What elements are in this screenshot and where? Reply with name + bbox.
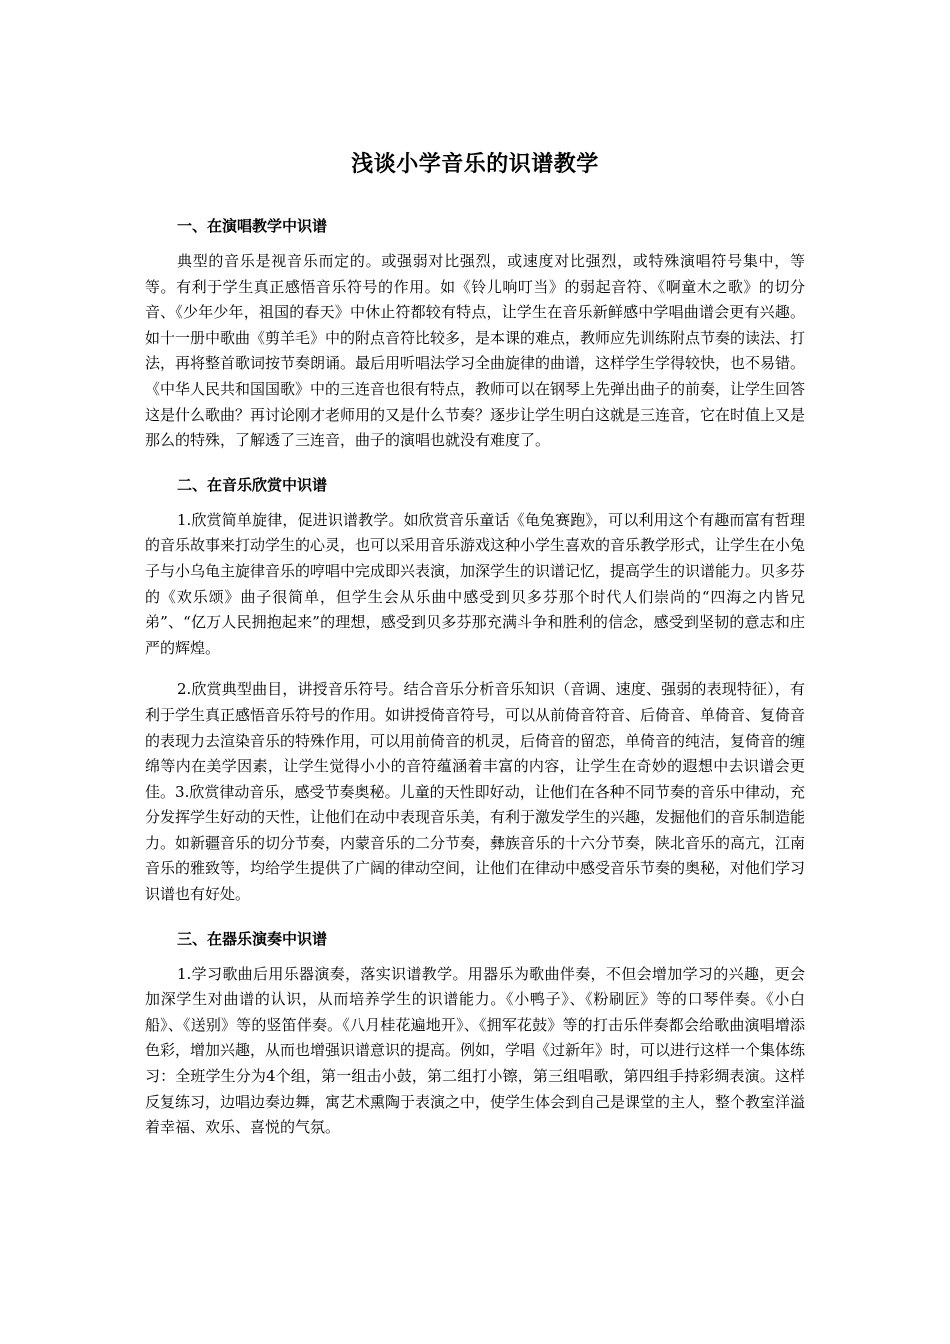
document-title: 浅谈小学音乐的识谱教学 — [351, 151, 599, 177]
paragraph: 2.欣赏典型曲目，讲授音乐符号。结合音乐分析音乐知识（音调、速度、强弱的表现特征），有利于学生真正感悟音乐符号的作用。如讲授倚音符号，可以从前倚音符音、后倚音、单倚音、复倚音的表现力去渲染音乐的特殊作用，可以用前倚音的机灵，后倚音的留恋，单倚音的纯洁，复倚音的缠绵等内在美学因素，让学生觉得小小的音符蕴涵着丰富的内容，让学生在奇妙的遐想中去识谱会更佳。3.欣赏律动音乐，感受节奏奥秘。儿童的天性即好动，让他们在各种不同节奏的音乐中律动，充分发挥学生好动的天性，让他们在动中表现音乐美，有利于激发学生的兴趣，发掘他们的音乐制造能力。如新疆音乐的切分节奏，内蒙音乐的二分节奏，彝族音乐的十六分节奏，陕北音乐的高亢，江南音乐的雅致等，均给学生提供了广阔的律动空间，让他们在律动中感受音乐节奏的奥秘，对他们学习识谱也有好处。 — [145, 680, 806, 904]
section-instrumental — [145, 924, 805, 1141]
paragraph: 典型的音乐是视音乐而定的。或强弱对比强烈，或速度对比强烈，或特殊演唱符号集中，等等。有利于学生真正感悟音乐符号的作用。如《铃儿响叮当》的弱起音符、《啊童木之歌》的切分音、《少年少年，祖国的春天》中休止符都较有特点，让学生在音乐新鲜感中学唱曲谱会更有兴趣。如十一册中歌曲《剪羊毛》中的附点音符比较多，是本课的难点，教师应先训练附点节奏的读法、打法，再将整首歌词按节奏朗诵。最后用听唱法学习全曲旋律的曲谱，这样学生学得较快，也不易错。《中华人民共和国国歌》中的三连音也很有特点，教师可以在钢琴上先弹出曲子的前奏，让学生回答这是什么歌曲？再讨论刚才老师用的又是什么节奏？逐步让学生明白这就是三连音，它在时值上又是那么的特殊，了解透了三连音，曲子的演唱也就没有难度了。 — [145, 252, 806, 450]
section-heading: 二、在音乐欣赏中识谱 — [177, 475, 328, 494]
paragraph: 1.欣赏简单旋律，促进识谱教学。如欣赏音乐童话《龟兔赛跑》，可以利用这个有趣而富有哲理的音乐故事来打动学生的心灵，也可以采用音乐游戏这种小学生喜欢的音乐教学形式，让学生在小兔子与小乌龟主旋律音乐的哼唱中完成即兴表演，加深学生的识谱记忆，提高学生的识谱能力。贝多芬的《欢乐颂》曲子很简单，但学生会从乐曲中感受到贝多芬那个时代人们崇尚的“四海之内皆兄弟”、“亿万人民拥抱起来”的理想，感受到贝多芬那充满斗争和胜利的信念，感受到坚韧的意志和庄严的辉煌。 — [145, 510, 806, 657]
document-page — [145, 140, 805, 1157]
section-heading: 三、在器乐演奏中识谱 — [177, 929, 328, 948]
paragraph: 1.学习歌曲后用乐器演奏，落实识谱教学。用器乐为歌曲伴奏，不但会增加学习的兴趣，更会加深学生对曲谱的认识，从而培养学生的识谱能力。《小鸭子》、《粉刷匠》等的口琴伴奏。《小白船》、《送别》等的竖笛伴奏。《八月桂花遍地开》、《拥军花鼓》等的打击乐伴奏都会给歌曲演唱增添色彩，增加兴趣，从而也增强识谱意识的提高。例如，学唱《过新年》时，可以进行这样一个集体练习：全班学生分为4个组，第一组击小鼓，第二组打小镲，第三组唱歌，第四组手持彩绸表演。这样反复练习，边唱边奏边舞，寓艺术熏陶于表演之中，使学生体会到自己是课堂的主人，整个教室洋溢着幸福、欢乐、喜悦的气氛。 — [145, 964, 806, 1137]
section-heading: 一、在演唱教学中识谱 — [177, 217, 328, 235]
section-singing — [145, 211, 805, 454]
section-appreciation — [145, 470, 805, 908]
